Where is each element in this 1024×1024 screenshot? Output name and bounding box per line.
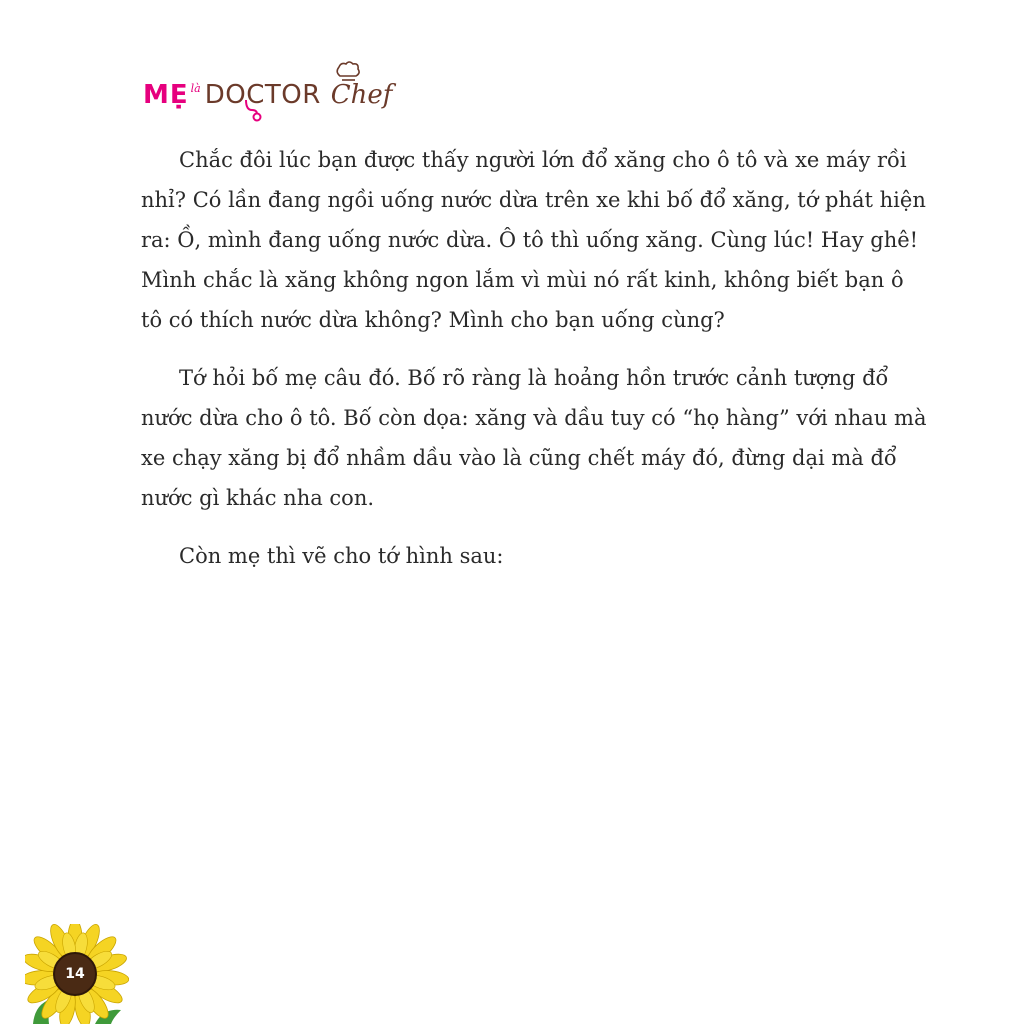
text-line: xe chạy xăng bị đổ nhầm dầu vào là cũng chết máy đó, đừng dại mà đổ (141, 446, 897, 470)
text-line: Mình chắc là xăng không ngon lắm vì mùi nó rất kinh, không biết bạn ô (141, 268, 904, 292)
text-line: nước gì khác nha con. (141, 486, 375, 510)
logo-me-text: MẸ (143, 80, 189, 110)
logo-doctor-label: DOCTOR (204, 80, 321, 110)
text-line: Chắc đôi lúc bạn được thấy người lớn đổ xăng cho ô tô và xe máy rồi (179, 148, 907, 172)
text-line: Còn mẹ thì vẽ cho tớ hình sau: (179, 544, 504, 568)
stethoscope-icon (243, 100, 265, 122)
logo-chef-label: Chef (330, 80, 393, 110)
text-line: ra: Ồ, mình đang uống nước dừa. Ô tô thì uống xăng. Cùng lúc! Hay ghê! (141, 228, 919, 252)
text-line: tô có thích nước dừa không? Mình cho bạn uống cùng? (141, 308, 725, 332)
text-line: nhỉ? Có lần đang ngồi uống nước dừa trên xe khi bố đổ xăng, tớ phát hiện (141, 188, 926, 212)
text-line: nước dừa cho ô tô. Bố còn dọa: xăng và dầu tuy có “họ hàng” với nhau mà (141, 406, 927, 430)
paragraph-3 (141, 536, 957, 576)
logo-la-text: là (190, 82, 201, 95)
paragraph-1 (141, 140, 957, 340)
page-number: 14 (65, 966, 85, 982)
book-logo (143, 58, 392, 108)
chef-hat-icon (335, 60, 361, 82)
text-line: Tớ hỏi bố mẹ câu đó. Bố rõ ràng là hoảng hồn trước cảnh tượng đổ (179, 366, 889, 390)
logo-doctor-text (205, 82, 321, 108)
logo-chef-text (331, 82, 393, 108)
body-text (141, 140, 957, 594)
paragraph-2 (141, 358, 957, 518)
